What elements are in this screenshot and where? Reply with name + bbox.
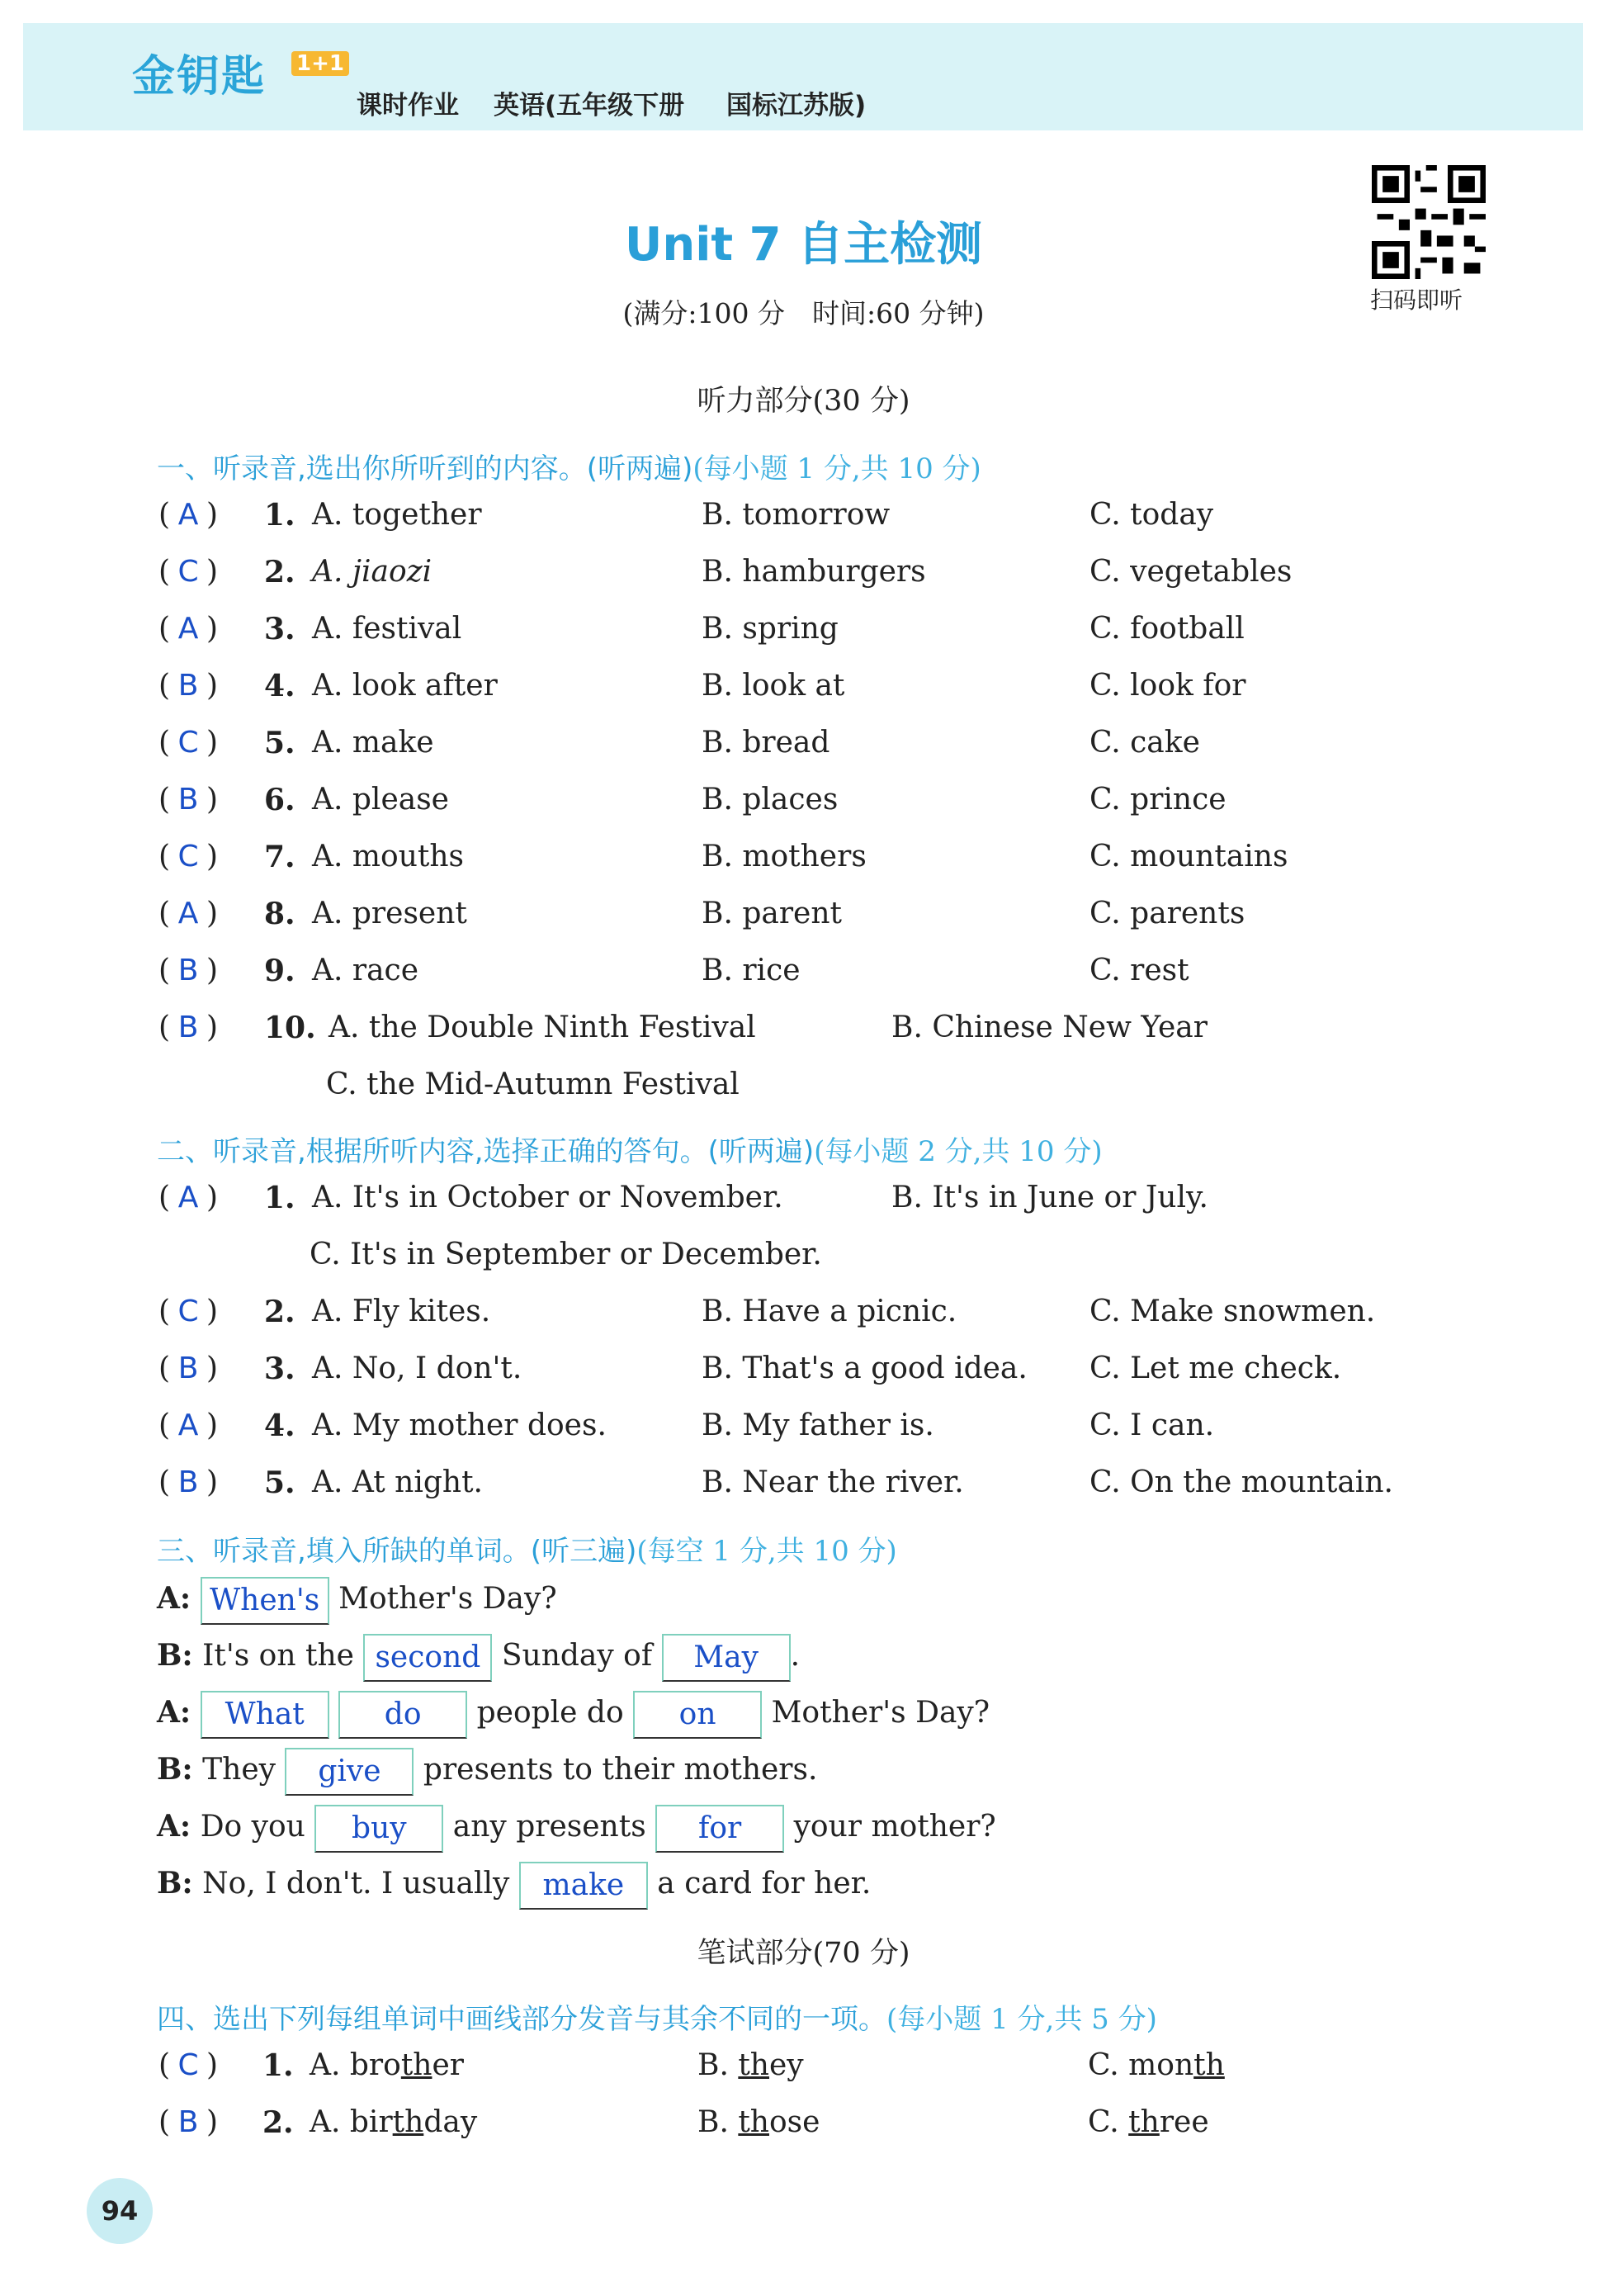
option-a[interactable]	[310, 2048, 464, 2082]
answer-paren: ( C )	[158, 555, 219, 589]
brand-logo: 金钥匙	[132, 52, 267, 102]
line-text: No, I don't. I usually	[202, 1867, 510, 1901]
page-number: 94	[87, 2178, 153, 2244]
option-a[interactable]: A. jiaozi	[312, 555, 432, 589]
answer-letter[interactable]: A	[177, 612, 199, 646]
dialog-line-3	[157, 1691, 990, 1739]
option-b[interactable]: B. spring	[702, 612, 839, 646]
option-a[interactable]: A. festival	[312, 612, 462, 646]
question-number: 8.	[264, 897, 295, 931]
question-number: 1.	[264, 1181, 295, 1215]
word-part: C.	[1088, 2105, 1129, 2139]
edition-label: 国标江苏版)	[726, 91, 867, 121]
speaker: B:	[157, 1638, 193, 1673]
option-a[interactable]: A. No, I don't.	[312, 1352, 522, 1385]
answer-letter[interactable]: A	[177, 897, 199, 930]
section3-note: (每空 1 分,共 10 分)	[636, 1535, 897, 1568]
question-number: 3.	[264, 1352, 295, 1386]
option-b[interactable]: B. That's a good idea.	[702, 1352, 1028, 1385]
listening-part-heading: 听力部分(30 分)	[697, 385, 910, 418]
option-c[interactable]: C. mountains	[1089, 840, 1288, 873]
dialog-line-2	[157, 1634, 800, 1682]
answer-paren: ( C )	[158, 840, 219, 873]
word-part: B.	[697, 2105, 739, 2139]
question-number: 9.	[264, 954, 295, 988]
line-text: It's on the	[202, 1639, 354, 1673]
page-subtitle: (满分:100 分 时间:60 分钟)	[622, 297, 985, 329]
line-text: .	[790, 1639, 801, 1673]
underlined-part: th	[1128, 2105, 1160, 2139]
section1-note: (每小题 1 分,共 10 分)	[692, 452, 981, 485]
answer-paren: ( A )	[158, 1181, 219, 1214]
answer-letter[interactable]: B	[177, 1352, 199, 1385]
line-text: Sunday of	[501, 1639, 653, 1673]
speaker: B:	[157, 1866, 193, 1901]
word-part: A. bir	[310, 2105, 393, 2139]
word-part: ey	[769, 2048, 804, 2082]
blank-4[interactable]: What	[201, 1691, 329, 1739]
answer-letter[interactable]: B	[177, 954, 199, 987]
answer-paren: ( B )	[158, 1011, 219, 1044]
blank-5[interactable]: do	[338, 1691, 467, 1739]
page-title: Unit 7 自主检测	[624, 218, 983, 272]
line-text: Do you	[200, 1810, 305, 1844]
option-c[interactable]: C. parents	[1089, 897, 1245, 930]
answer-paren: ( C )	[158, 2048, 219, 2082]
option-c[interactable]: C. On the mountain.	[1089, 1465, 1393, 1499]
option-a[interactable]: A. together	[312, 498, 482, 532]
answer-letter[interactable]: A	[177, 1181, 199, 1214]
blank-8[interactable]: buy	[314, 1805, 443, 1853]
option-c[interactable]	[1088, 2105, 1209, 2139]
line-text: any presents	[452, 1810, 646, 1844]
line-text: people do	[476, 1696, 624, 1730]
section4-heading	[157, 1996, 1157, 2037]
answer-paren: ( A )	[158, 498, 219, 532]
answer-letter[interactable]: C	[177, 840, 199, 873]
section1-heading	[157, 446, 981, 486]
option-a[interactable]: A. My mother does.	[312, 1408, 607, 1442]
word-part: C. mon	[1088, 2048, 1194, 2082]
question-number: 10.	[264, 1011, 316, 1045]
line-text: Mother's Day?	[771, 1696, 990, 1730]
option-c[interactable]: C. today	[1089, 498, 1214, 532]
option-a[interactable]: A. look after	[312, 669, 498, 703]
line-text: a card for her.	[657, 1867, 872, 1901]
underlined-part: th	[392, 2105, 424, 2139]
answer-letter[interactable]: B	[177, 2105, 199, 2139]
answer-paren: ( A )	[158, 612, 219, 646]
qr-code-icon[interactable]	[1372, 165, 1486, 279]
option-a[interactable]: A. mouths	[312, 840, 465, 873]
option-b[interactable]: B. Have a picnic.	[702, 1295, 957, 1328]
section1-title: 一、听录音,选出你所听到的内容。(听两遍)	[157, 452, 693, 485]
line-text: presents to their mothers.	[423, 1753, 818, 1787]
underlined-part: th	[400, 2048, 432, 2082]
option-c[interactable]: C. cake	[1089, 726, 1200, 760]
dialog-line-1	[157, 1577, 557, 1625]
question-number: 6.	[264, 783, 295, 817]
speaker: A:	[157, 1695, 191, 1730]
option-b[interactable]: B. look at	[702, 669, 845, 703]
answer-letter[interactable]: B	[177, 1465, 199, 1499]
question-number: 4.	[264, 1408, 295, 1443]
question-number: 1.	[262, 2048, 294, 2083]
underlined-part: th	[738, 2105, 769, 2139]
option-b[interactable]: B. parent	[702, 897, 843, 930]
option-c[interactable]: C. Make snowmen.	[1089, 1295, 1376, 1328]
dialog-line-6	[157, 1862, 871, 1910]
answer-paren: ( B )	[158, 2105, 219, 2139]
answer-letter[interactable]: C	[177, 1295, 199, 1328]
option-b[interactable]: B. mothers	[702, 840, 867, 873]
underlined-part: th	[738, 2048, 769, 2082]
question-number: 2.	[264, 1295, 295, 1329]
answer-letter[interactable]: A	[177, 1408, 199, 1442]
option-a[interactable]: A. present	[312, 897, 467, 930]
option-b[interactable]	[697, 2048, 804, 2082]
answer-paren: ( C )	[158, 1295, 219, 1328]
option-b[interactable]	[697, 2105, 820, 2139]
option-c[interactable]: C. look for	[1089, 669, 1246, 703]
qr-label: 扫码即听	[1370, 286, 1463, 314]
answer-paren: ( B )	[158, 669, 219, 703]
section4-title: 四、选出下列每组单词中画线部分发音与其余不同的一项。	[157, 2003, 886, 2036]
section3-title: 三、听录音,填入所缺的单词。(听三遍)	[157, 1535, 637, 1568]
option-a[interactable]: A. make	[312, 726, 434, 760]
word-part: A. bro	[310, 2048, 401, 2082]
speaker: A:	[157, 1581, 191, 1616]
option-c[interactable]: C. I can.	[1089, 1408, 1215, 1442]
dialog-line-5	[157, 1805, 996, 1853]
answer-paren: ( B )	[158, 1352, 219, 1385]
answer-paren: ( B )	[158, 954, 219, 987]
option-c[interactable]: C. the Mid-Autumn Festival	[326, 1068, 740, 1101]
word-part: day	[423, 2105, 478, 2139]
speaker: B:	[157, 1752, 193, 1787]
speaker: A:	[157, 1809, 191, 1844]
option-c[interactable]: C. rest	[1089, 954, 1189, 987]
blank-7[interactable]: give	[285, 1748, 414, 1796]
option-c[interactable]: C. Let me check.	[1089, 1352, 1342, 1385]
option-c[interactable]	[1088, 2048, 1225, 2082]
option-b[interactable]: B. Near the river.	[702, 1465, 964, 1499]
section4-note: (每小题 1 分,共 5 分)	[886, 2003, 1157, 2036]
word-part: ose	[769, 2105, 820, 2139]
blank-10[interactable]: make	[519, 1862, 648, 1910]
blank-3[interactable]: May	[662, 1634, 791, 1682]
blank-2[interactable]: second	[363, 1634, 492, 1682]
answer-paren: ( B )	[158, 1465, 219, 1499]
option-c[interactable]: C. vegetables	[1089, 555, 1293, 589]
answer-letter[interactable]: A	[177, 498, 199, 532]
option-b[interactable]: B. rice	[702, 954, 801, 987]
question-number: 7.	[264, 840, 295, 874]
underlined-part: th	[1193, 2048, 1225, 2082]
option-a[interactable]: A. race	[312, 954, 419, 987]
series-label: 课时作业	[357, 91, 459, 121]
option-b[interactable]: B. bread	[702, 726, 830, 760]
question-number: 1.	[264, 498, 295, 533]
blank-6[interactable]: on	[633, 1691, 762, 1739]
option-b[interactable]: B. Chinese New Year	[891, 1011, 1208, 1044]
blank-1[interactable]: When's	[201, 1577, 329, 1625]
writing-part-heading: 笔试部分(70 分)	[697, 1937, 910, 1970]
subject-label: 英语(五年级下册	[494, 91, 685, 121]
option-a[interactable]: A. the Double Ninth Festival	[328, 1011, 756, 1044]
brand-badge: 1+1	[291, 51, 349, 76]
answer-letter[interactable]: C	[177, 726, 199, 760]
option-b[interactable]: B. tomorrow	[702, 498, 891, 532]
option-c[interactable]: C. prince	[1089, 783, 1227, 817]
option-a[interactable]: A. At night.	[312, 1465, 483, 1499]
question-number: 2.	[262, 2105, 294, 2140]
answer-paren: ( A )	[158, 1408, 219, 1442]
line-text: Mother's Day?	[338, 1582, 557, 1616]
word-part: er	[432, 2048, 464, 2082]
section2-heading	[157, 1129, 1103, 1169]
option-a[interactable]: A. It's in October or November.	[312, 1181, 783, 1214]
question-number: 3.	[264, 612, 295, 646]
blank-9[interactable]: for	[655, 1805, 784, 1853]
word-part: B.	[697, 2048, 739, 2082]
option-b[interactable]: B. My father is.	[702, 1408, 934, 1442]
answer-letter[interactable]: B	[177, 1011, 199, 1044]
section3-heading	[157, 1528, 897, 1569]
option-a[interactable]: A. please	[312, 783, 449, 817]
question-number: 5.	[264, 1465, 295, 1500]
option-a[interactable]: A. Fly kites.	[312, 1295, 491, 1328]
section2-title: 二、听录音,根据所听内容,选择正确的答句。(听两遍)	[157, 1135, 815, 1168]
answer-paren: ( B )	[158, 783, 219, 817]
option-b[interactable]: B. places	[702, 783, 839, 817]
question-number: 5.	[264, 726, 295, 760]
option-b[interactable]: B. It's in June or July.	[891, 1181, 1208, 1214]
line-text: They	[202, 1753, 276, 1787]
word-part: ree	[1159, 2105, 1209, 2139]
option-b[interactable]: B. hamburgers	[702, 555, 926, 589]
option-c[interactable]: C. It's in September or December.	[310, 1238, 822, 1271]
line-text: your mother?	[793, 1810, 996, 1844]
option-a[interactable]	[310, 2105, 477, 2139]
answer-letter[interactable]: C	[177, 2048, 199, 2082]
option-c[interactable]: C. football	[1089, 612, 1245, 646]
answer-letter[interactable]: B	[177, 669, 199, 703]
answer-paren: ( A )	[158, 897, 219, 930]
question-number: 4.	[264, 669, 295, 703]
answer-letter[interactable]: B	[177, 783, 199, 817]
dialog-line-4	[157, 1748, 817, 1796]
answer-letter[interactable]: C	[177, 555, 199, 589]
question-number: 2.	[264, 555, 295, 589]
section2-note: (每小题 2 分,共 10 分)	[814, 1135, 1103, 1168]
answer-paren: ( C )	[158, 726, 219, 760]
